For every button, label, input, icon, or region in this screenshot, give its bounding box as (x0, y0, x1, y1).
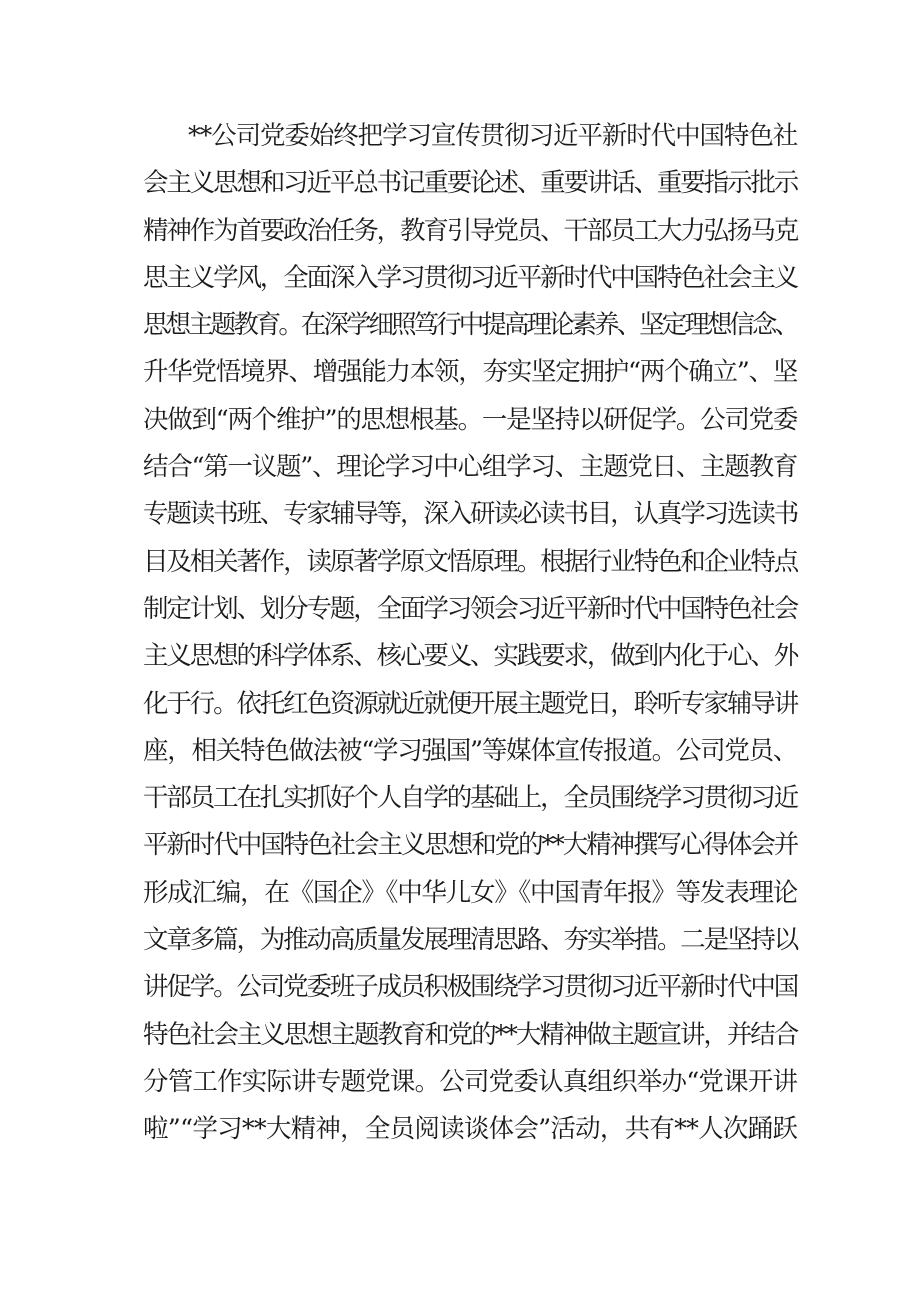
text-line: 文章多篇，为推动高质量发展理清思路、夯实举措。二是坚持以 (143, 925, 797, 956)
text-line: 特色社会主义思想主题教育和党的**大精神做主题宣讲，并结合 (143, 1019, 797, 1050)
text-line: 讲促学。公司党委班子成员积极围绕学习贯彻习近平新时代中国 (143, 972, 797, 1003)
text-line: 主义思想的科学体系、核心要义、实践要求，做到内化于心、外 (143, 641, 797, 672)
text-line: 升华党悟境界、增强能力本领，夯实坚定拥护“两个确立”、坚 (143, 357, 798, 388)
text-line: 会主义思想和习近平总书记重要论述、重要讲话、重要指示批示 (143, 168, 797, 199)
text-line: 平新时代中国特色社会主义思想和党的**大精神撰写心得体会并 (143, 830, 797, 861)
text-line: 专题读书班、专家辅导等，深入研读必读书目，认真学习选读书 (143, 499, 797, 530)
text-line: 决做到“两个维护”的思想根基。一是坚持以研促学。公司党委 (143, 404, 798, 435)
text-line: 目及相关著作，读原著学原文悟原理。根据行业特色和企业特点 (143, 546, 797, 577)
text-line: 结合“第一议题”、理论学习中心组学习、主题党日、主题教育 (143, 452, 798, 483)
text-line: 啦”“学习**大精神，全员阅读谈体会”活动，共有**人次踊跃 (143, 1114, 798, 1145)
text-line: 干部员工在扎实抓好个人自学的基础上，全员围绕学习贯彻习近 (143, 783, 797, 814)
text-line: 思想主题教育。在深学细照笃行中提高理论素养、坚定理想信念、 (143, 310, 797, 341)
body-paragraph (143, 113, 797, 1154)
text-line: 精神作为首要政治任务，教育引导党员、干部员工大力弘扬马克 (143, 215, 797, 246)
text-line: 分管工作实际讲专题党课。公司党委认真组织举办“党课开讲 (143, 1066, 797, 1097)
text-line: 形成汇编，在《国企》《中华儿女》《中国青年报》等发表理论 (143, 877, 797, 908)
text-line: **公司党委始终把学习宣传贯彻习近平新时代中国特色社 (188, 121, 797, 151)
text-line: 座，相关特色做法被“学习强国”等媒体宣传报道。公司党员、 (143, 735, 798, 766)
text-line: 思主义学风，全面深入学习贯彻习近平新时代中国特色社会主义 (143, 262, 797, 293)
text-line: 制定计划、划分专题，全面学习领会习近平新时代中国特色社会 (143, 593, 797, 624)
text-line: 化于行。依托红色资源就近就便开展主题党日，聆听专家辅导讲 (143, 688, 797, 719)
